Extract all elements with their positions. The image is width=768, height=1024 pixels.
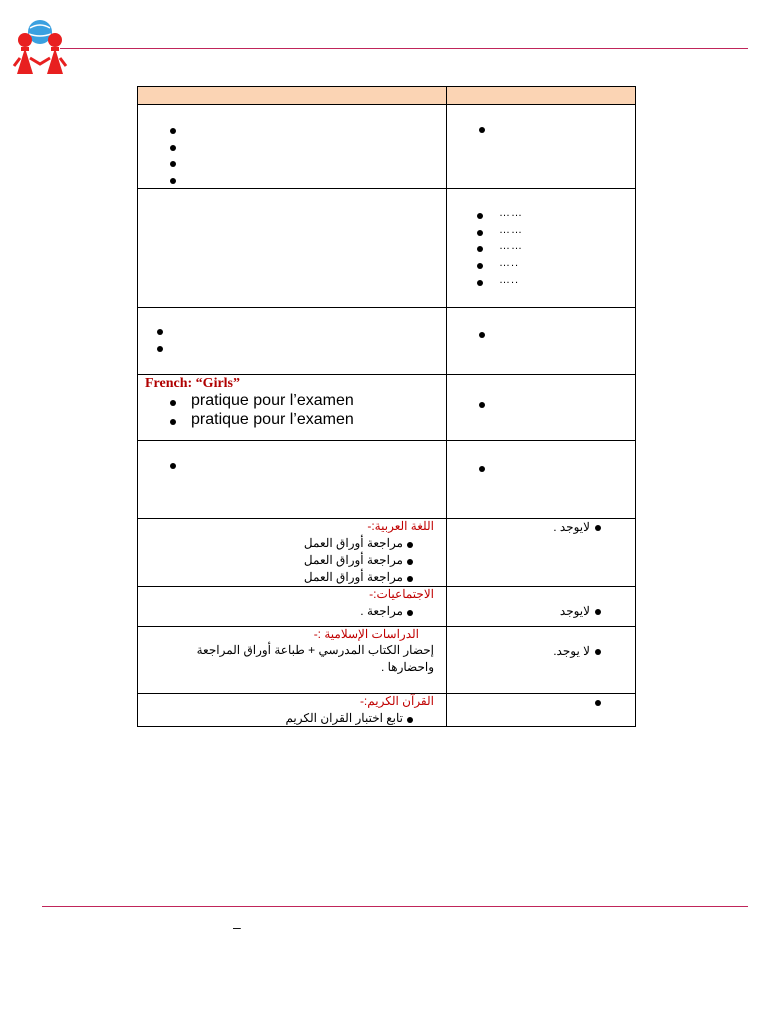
dotted-item: ……	[499, 240, 523, 253]
bullet-icon	[157, 346, 163, 352]
dotted-item: …..	[499, 257, 520, 270]
arabic-item: مراجعة أوراق العمل	[303, 552, 403, 567]
table-row	[138, 518, 636, 586]
table-cell	[138, 189, 447, 308]
bullet-icon	[170, 400, 176, 406]
table-row	[138, 308, 636, 375]
table-cell	[447, 105, 636, 189]
table-row	[138, 693, 636, 726]
header-cell	[138, 87, 447, 105]
table-row	[138, 189, 636, 308]
bullet-icon	[407, 559, 413, 565]
table-row	[138, 626, 636, 693]
table-cell	[447, 189, 636, 308]
table-cell	[138, 440, 447, 518]
dotted-item: …..	[499, 274, 520, 287]
arabic-note: لايوجد .	[553, 519, 590, 534]
french-title: French: “Girls”	[145, 376, 241, 392]
table-cell	[138, 518, 447, 586]
social-note: لايوجد	[559, 603, 590, 618]
social-item: مراجعة .	[360, 603, 403, 618]
bullet-icon	[170, 463, 176, 469]
islamic-line: واحضارها .	[380, 659, 434, 674]
table-row	[138, 440, 636, 518]
bullet-icon	[157, 329, 163, 335]
header-rule	[60, 48, 748, 49]
school-logo-icon	[12, 18, 68, 76]
quran-item: تابع اختبار القران الكريم	[285, 710, 403, 725]
islamic-line: إحضار الكتاب المدرسي + طباعة أوراق المراجعة	[196, 642, 434, 657]
table-cell	[138, 308, 447, 375]
table-cell	[138, 693, 447, 726]
quran-title: القرآن الكريم:-	[359, 693, 434, 708]
islamic-title: الدراسات الإسلامية :-	[313, 626, 419, 641]
arabic-item: مراجعة أوراق العمل	[303, 569, 403, 584]
bullet-icon	[170, 178, 176, 184]
table-cell	[447, 440, 636, 518]
dotted-item: ……	[499, 207, 523, 220]
table-row	[138, 586, 636, 626]
arabic-item: مراجعة أوراق العمل	[303, 535, 403, 550]
bullet-icon	[595, 649, 601, 655]
header-cell	[447, 87, 636, 105]
bullet-icon	[595, 609, 601, 615]
table-header-row	[138, 87, 636, 105]
bullet-icon	[477, 246, 483, 252]
bullet-icon	[170, 419, 176, 425]
table-cell	[447, 518, 636, 586]
islamic-note: لا يوجد.	[553, 643, 590, 658]
bullet-icon	[595, 525, 601, 531]
bullet-icon	[477, 213, 483, 219]
french-item: pratique pour l’examen	[191, 392, 354, 410]
footer-rule	[42, 906, 748, 907]
bullet-icon	[170, 161, 176, 167]
bullet-icon	[407, 576, 413, 582]
dotted-item: ……	[499, 224, 523, 237]
homework-table	[137, 86, 636, 727]
arabic-title: اللغة العربية:-	[367, 518, 434, 533]
footer-dash: –	[233, 919, 241, 935]
bullet-icon	[477, 280, 483, 286]
social-title: الاجتماعيات:-	[369, 586, 434, 601]
french-item: pratique pour l’examen	[191, 411, 354, 429]
bullet-icon	[170, 128, 176, 134]
table-cell	[447, 308, 636, 375]
bullet-icon	[479, 332, 485, 338]
bullet-icon	[479, 402, 485, 408]
bullet-icon	[407, 542, 413, 548]
table-cell	[447, 375, 636, 440]
bullet-icon	[407, 610, 413, 616]
table-cell	[138, 626, 447, 693]
table-cell	[447, 693, 636, 726]
bullet-icon	[407, 717, 413, 723]
bullet-icon	[479, 127, 485, 133]
bullet-icon	[477, 230, 483, 236]
table-cell	[138, 105, 447, 189]
table-row	[138, 105, 636, 189]
bullet-icon	[479, 466, 485, 472]
table-cell	[447, 586, 636, 626]
bullet-icon	[595, 700, 601, 706]
table-cell	[138, 586, 447, 626]
bullet-icon	[477, 263, 483, 269]
table-row	[138, 375, 636, 440]
table-cell	[447, 626, 636, 693]
table-cell	[138, 375, 447, 440]
bullet-icon	[170, 145, 176, 151]
